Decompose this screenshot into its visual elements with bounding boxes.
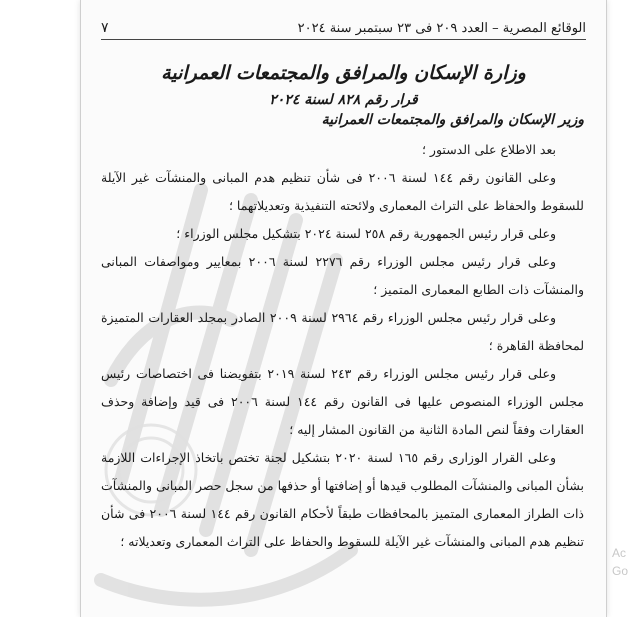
document-page: [80, 0, 607, 617]
decree-body: [101, 136, 584, 556]
paragraph: وعلى قرار رئيس مجلس الوزراء رقم ٢٢٧٦ لسنة ٢٠٠٦ بمعايير ومواصفات المبانى والمنشآت ذات الطابع المعمارى المتميز ؛: [101, 254, 584, 297]
decree-number: قرار رقم ٨٢٨ لسنة ٢٠٢٤: [269, 92, 418, 108]
activate-overlay-line: Go: [612, 564, 629, 578]
gazette-title: الوقائع المصرية – العدد ٢٠٩ فى ٢٣ سبتمبر سنة ٢٠٢٤: [297, 21, 586, 36]
paragraph: وعلى القرار الوزارى رقم ١٦٥ لسنة ٢٠٢٠ بتشكيل لجنة تختص باتخاذ الإجراءات اللازمة بشأن المبانى والمنشآت المطلوب قيدها أو إضافتها أو حذفها من سجل حصر المبانى والمنشآت ذات الطراز المعمارى المتميز بالمحافظات طبقاً لأحكام القانون رقم ١٤٤ لسنة ٢٠٠٦ فى شأن تنظيم هدم المبانى والمنشآت غير الآيلة للسقوط والحفاظ على التراث المعمارى وتعديلاته ؛: [101, 450, 584, 549]
activate-overlay-line: Ac: [612, 546, 627, 560]
paragraph: وعلى قرار رئيس مجلس الوزراء رقم ٢٩٦٤ لسنة ٢٠٠٩ الصادر بمجلد العقارات المتميزة لمحافظة القاهرة ؛: [101, 310, 584, 353]
paragraph: وعلى قرار رئيس الجمهورية رقم ٢٥٨ لسنة ٢٠٢٤ بتشكيل مجلس الوزراء ؛: [176, 226, 556, 241]
gazette-header: [101, 12, 586, 40]
ministry-title: وزارة الإسكان والمرافق والمجتمعات العمرانية: [161, 62, 526, 84]
activate-overlay-text: [612, 544, 628, 580]
paragraph: وعلى قرار رئيس مجلس الوزراء رقم ٢٤٣ لسنة ٢٠١٩ بتفويضنا فى اختصاصات رئيس مجلس الوزراء المنصوص عليها فى القانون رقم ١٤٤ لسنة ٢٠٠٦ فى قيد وإضافة وحذف العقارات وفقاً لنص المادة الثانية من القانون المشار إليه ؛: [101, 366, 584, 437]
paragraph: بعد الاطلاع على الدستور ؛: [421, 142, 556, 157]
paragraph: وعلى القانون رقم ١٤٤ لسنة ٢٠٠٦ فى شأن تنظيم هدم المبانى والمنشآت غير الآيلة للسقوط والحفاظ على التراث المعمارى ولائحته التنفيذية وتعديلاتهما ؛: [101, 170, 584, 213]
minister-line: وزير الإسكان والمرافق والمجتمعات العمرانية: [321, 112, 584, 128]
page-number: ٧: [101, 20, 109, 36]
